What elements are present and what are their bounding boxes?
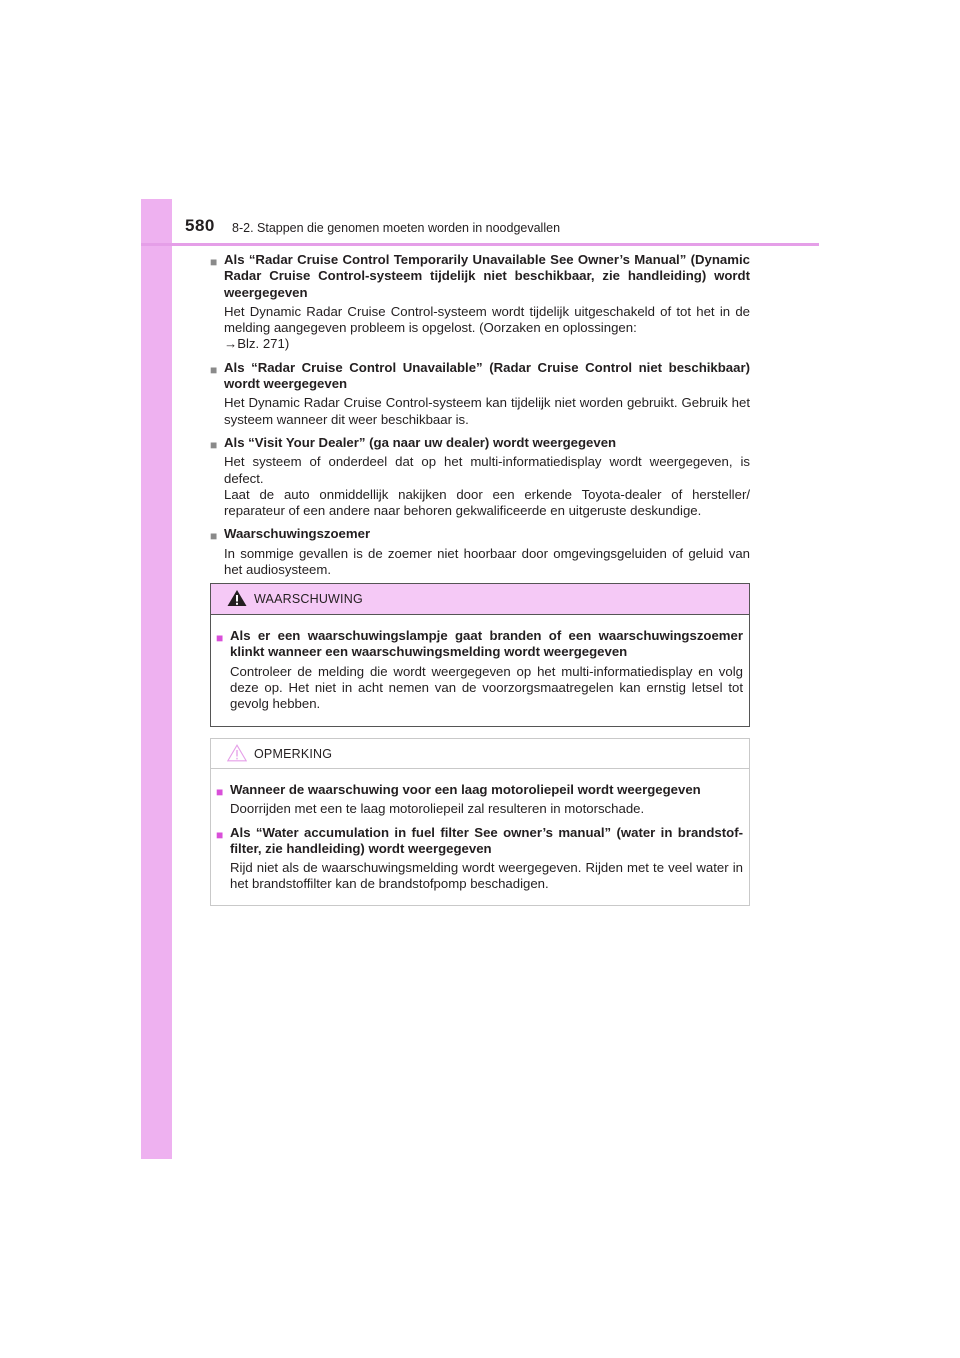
list-item	[210, 526, 750, 578]
item-body: Rijd niet als de waarschuwingsmelding wordt weergegeven. Rijden met te veel water in het brandstoffilter kan de brandstofpomp beschadigen.	[230, 860, 743, 892]
square-bullet-icon: ■	[210, 529, 218, 544]
warning-triangle-icon	[227, 589, 247, 607]
item-heading: ■ Als “Visit Your Dealer” (ga naar uw dealer) wordt weergegeven	[210, 434, 617, 452]
square-bullet-icon: ■	[210, 362, 218, 377]
item-heading: ■ Wanneer de waarschuwing voor een laag motoroliepeil wordt weergegeven	[216, 782, 701, 799]
square-bullet-icon: ■	[210, 437, 218, 452]
page-header	[141, 199, 819, 244]
note-box-header	[211, 739, 749, 769]
item-body: Doorrijden met een te laag motoroliepeil zal resulteren in motorschade.	[230, 801, 645, 817]
item-heading: ■ Waarschuwingszoemer	[210, 526, 371, 544]
header-rule	[141, 243, 819, 246]
page-reference: Blz. 271)	[237, 336, 290, 352]
note-box-body	[211, 769, 749, 893]
note-title: OPMERKING	[254, 747, 333, 761]
caution-outline-triangle-icon	[227, 744, 247, 762]
warning-box-header	[211, 584, 749, 615]
page-number: 580	[185, 216, 215, 235]
note-box	[210, 738, 750, 906]
item-body: Het Dynamic Radar Cruise Control-systeem kan tijdelijk niet worden gebruikt. Gebruik het systeem wanneer dit weer beschikbaar is.	[224, 395, 750, 427]
square-bullet-icon: ■	[210, 255, 218, 269]
section-title: 8-2. Stappen die genomen moeten worden in noodgevallen	[232, 221, 561, 235]
item-heading: ■ Als “Radar Cruise Control Unavailable” (Radar Cruise Control niet beschikbaar) wordt weergegeven	[210, 359, 750, 392]
list-item	[210, 360, 750, 428]
list-item	[210, 252, 750, 353]
list-item	[216, 782, 743, 818]
list-item	[210, 435, 750, 519]
item-heading: ■ Als “Water accumulation in fuel filter See owner’s manual” (water in brandstoffilter, zie handleiding) wordt weergegeven	[216, 824, 743, 856]
warning-title: WAARSCHUWING	[254, 592, 363, 606]
list-item	[216, 825, 743, 893]
item-body: Het systeem of onderdeel dat op het multi-informatiedisplay wordt weergegeven, is defect. Laat de auto onmiddellijk nakijken door een erkende Toyota-dealer of hersteller/ reparateur of een andere naar behoren gekwalificeerde en uitgeruste deskundige.	[224, 454, 750, 519]
item-heading: ■ Als “Radar Cruise Control Temporarily Unavailable See Owner’s Manual” (Dynamic Radar Cruise Control-systeem tijdelijk niet beschikbaar, zie handleiding) wordt weergegeven	[210, 252, 750, 300]
warning-box	[210, 583, 750, 727]
item-body: Controleer de melding die wordt weergegeven op het multi-informatiedisplay en volg deze op. Het niet in acht nemen van de voorzorgsmaatregelen kan ernstig letsel tot gevolg hebben.	[230, 663, 743, 712]
warning-box-body	[211, 615, 749, 712]
item-body: Het Dynamic Radar Cruise Control-systeem wordt tijdelijk uitgeschakeld of tot het in de melding aangegeven probleem is opgelost. (Oorzaken en oplossingen: →Blz. 271)	[224, 303, 750, 352]
main-content	[210, 252, 750, 585]
side-tab-strip	[141, 199, 172, 1159]
square-bullet-icon: ■	[216, 785, 224, 799]
square-bullet-icon: ■	[216, 827, 224, 842]
reference-arrow-icon: →	[224, 336, 238, 352]
square-bullet-icon: ■	[216, 631, 224, 645]
list-item	[216, 628, 743, 712]
item-body: In sommige gevallen is de zoemer niet hoorbaar door omgevingsgeluiden of geluid van het audiosysteem.	[224, 545, 750, 578]
item-heading: ■ Als er een waarschuwingslampje gaat branden of een waarschuwingszoemer klinkt wanneer een waarschuwingsmelding wordt weergegeven	[216, 628, 743, 660]
